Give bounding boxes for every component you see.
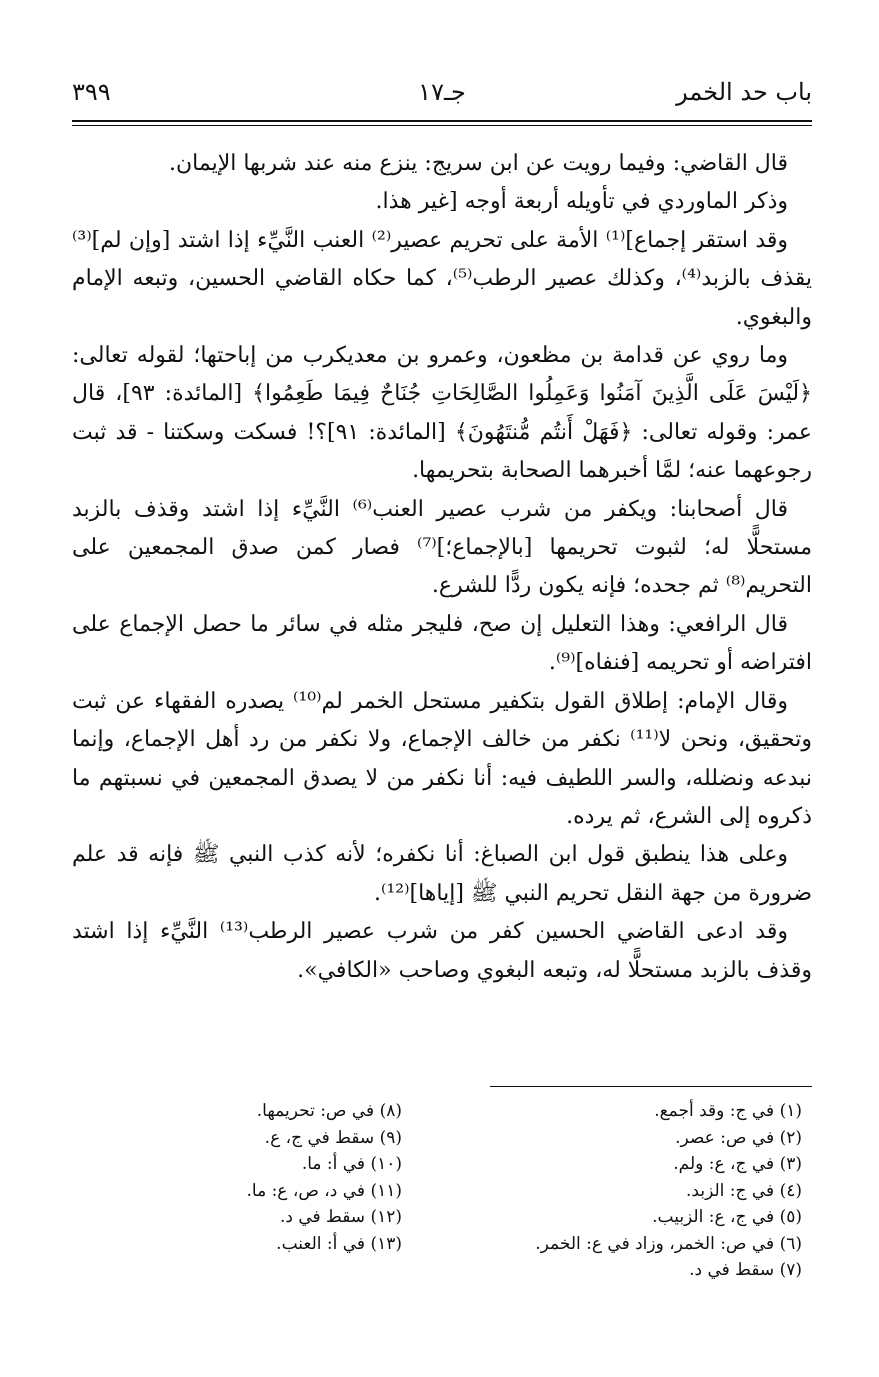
paragraph: وذكر الماوردي في تأويله أربعة أوجه [غير هذا. (375, 189, 788, 215)
paragraph: وعلى هذا ينطبق قول ابن الصباغ: أنا نكفره؛ لأنه كذب النبي ﷺ فإنه قد علم ضرورة من جهة النقل تحريم النبي ﷺ [إياها]⁽¹²⁾. (72, 842, 812, 906)
footnote: (١٢) سقط في د. (279, 1207, 402, 1227)
footnote: (٩) سقط في ج، ع. (264, 1127, 402, 1148)
footnote: (٢) في ص: عصر. (675, 1127, 802, 1148)
footnote: (٤) في ج: الزبد. (686, 1180, 802, 1201)
paragraph: قال القاضي: وفيما رويت عن ابن سريج: ينزع منه عند شربها الإيمان. (169, 151, 788, 176)
paragraph: وقد استقر إجماع]⁽¹⁾ الأمة على تحريم عصير⁽²⁾ العنب النَّيِّء إذا اشتد [وإن لم]⁽³⁾ يقذف بالزبد⁽⁴⁾، وكذلك عصير الرطب⁽⁵⁾، كما حكاه القاضي الحسين، وتبعه الإمام والبغوي. (72, 227, 813, 330)
footnotes-column-left (72, 1098, 412, 1257)
footnote: (١٣) في أ: العنب. (276, 1233, 402, 1254)
paragraph: وقال الإمام: إطلاق القول بتكفير مستحل الخمر لم⁽¹⁰⁾ يصدره الفقهاء عن ثبت وتحقيق، ونحن لا⁽¹¹⁾ نكفر من خالف الإجماع، ولا نكفر من رد أهل الإجماع، وإنما نبدعه ونضلله، والسر اللطيف فيه: أنا نكفر من لا يصدق المجمعين في نسبتهم ما ذكروه إلى الشرع، ثم يرده. (72, 688, 812, 829)
page-number: ٣٩٩ (72, 78, 111, 106)
paragraph: وقد ادعى القاضي الحسين كفر من شرب عصير الرطب⁽¹³⁾ النَّيِّء إذا اشتد وقذف بالزبد مستحلًّا له، وتبعه البغوي وصاحب «الكافي». (72, 919, 812, 983)
footnote: (٥) في ج، ع: الزبيب. (652, 1207, 802, 1227)
paragraph: وما روي عن قدامة بن مظعون، وعمرو بن معديكرب من إباحتها؛ لقوله تعالى: ﴿لَيْسَ عَلَى الَّذِينَ آمَنُوا وَعَمِلُوا الصَّالِحَاتِ جُنَاحٌ فِيمَا طَعِمُوا﴾ [المائدة: ٩٣]، قال عمر: وقوله تعالى: ﴿فَهَلْ أَنتُم مُّنتَهُونَ﴾ [المائدة: ٩١]؟! فسكت وسكتنا - قد ثبت رجوعهما عنه؛ لمَّا أخبرهما الصحابة بتحريمها. (72, 343, 813, 484)
header-rule-thin (72, 125, 812, 126)
footnote: (١) في ج: وقد أجمع. (654, 1101, 802, 1121)
footnote: (٣) في ج، ع: ولم. (673, 1154, 802, 1174)
running-header (72, 78, 812, 118)
footnote: (١٠) في أ: ما. (301, 1154, 402, 1174)
main-text (72, 145, 812, 990)
footnote-separator (490, 1086, 812, 1087)
footnotes-column-right (442, 1098, 812, 1284)
paragraph: قال الرافعي: وهذا التعليل إن صح، فليجر مثله في سائر ما حصل الإجماع على افتراضه أو تحريمه [فنفاه]⁽⁹⁾. (72, 611, 812, 676)
chapter-title: باب حد الخمر (676, 78, 812, 106)
footnote: (٨) في ص: تحريمها. (256, 1101, 402, 1121)
paragraph: قال أصحابنا: ويكفر من شرب عصير العنب⁽⁶⁾ النَّيِّء إذا اشتد وقذف بالزبد مستحلًّا له؛ لثبوت تحريمها [بالإجماع؛]⁽⁷⁾ فصار كمن صدق المجمعين على التحريم⁽⁸⁾ ثم جحده؛ فإنه يكون ردًّا للشرع. (72, 496, 812, 599)
header-rule-thick (72, 120, 812, 122)
footnote: (١١) في د، ص، ع: ما. (246, 1180, 402, 1201)
footnote: (٦) في ص: الخمر، وزاد في ع: الخمر. (535, 1233, 802, 1254)
volume-label: جـ١٧ (418, 78, 466, 106)
footnote: (٧) سقط في د. (689, 1260, 802, 1280)
